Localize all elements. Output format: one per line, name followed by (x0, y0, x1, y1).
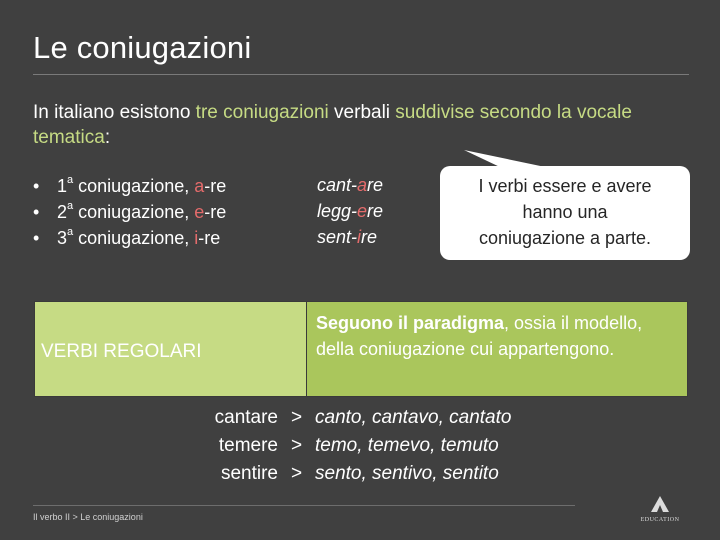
ending-suffix: -re (198, 228, 221, 248)
list-item (33, 173, 226, 199)
ending-suffix: -re (204, 202, 227, 222)
example-row (200, 404, 511, 432)
ordinal-suffix: a (67, 200, 74, 212)
callout-text: e (586, 176, 607, 196)
infinitive: temere (218, 435, 278, 456)
callout-text: I verbi (478, 176, 533, 196)
intro-text-2: verbali (328, 102, 396, 123)
verb-forms: temo, temevo, temuto (315, 435, 499, 456)
panel-description (316, 310, 676, 362)
publisher-logo (636, 496, 684, 522)
verb-forms: sento, sentivo, sentito (315, 463, 499, 484)
list-item (33, 225, 226, 251)
footer-divider (33, 505, 575, 506)
verb-forms: canto, cantavo, cantato (315, 407, 512, 428)
ordinal-suffix: a (67, 174, 74, 186)
regular-verbs-panel (34, 301, 688, 397)
callout-line-2: hanno una (522, 202, 608, 222)
list-item (33, 199, 226, 225)
example-row (200, 432, 511, 460)
callout-line-1 (440, 173, 690, 199)
ordinal-suffix: a (67, 226, 74, 238)
title-divider (33, 74, 689, 75)
verb-stem: cant- (317, 175, 358, 195)
callout-keyword: avere (606, 176, 652, 196)
ordinal-number: 2 (57, 202, 68, 222)
verb-example (317, 224, 383, 250)
slide-title: Le coniugazioni (33, 30, 252, 65)
thematic-vowel: a (357, 175, 368, 195)
list-item-text: coniugazione, (73, 176, 195, 196)
conjugation-list (33, 173, 226, 251)
panel-description-text: , ossia il modello, della coniugazione cui appartengono. (316, 313, 643, 359)
intro-text-1: In italiano esistono (33, 102, 196, 123)
verb-stem: sent- (317, 227, 358, 247)
verb-ending: re (367, 175, 384, 195)
arrow-symbol: > (290, 435, 303, 456)
paradigm-examples (200, 404, 511, 488)
callout-note (440, 166, 690, 260)
infinitive: sentire (220, 463, 278, 484)
arrow-symbol: > (290, 407, 303, 428)
verb-example (317, 172, 383, 198)
infinitive: cantare (214, 407, 278, 428)
ending-suffix: -re (204, 176, 227, 196)
intro-paragraph (33, 100, 683, 150)
example-row (200, 460, 511, 488)
verb-stem: legg- (317, 201, 358, 221)
callout-line-3: coniugazione a parte. (478, 228, 652, 248)
list-item-text: coniugazione, (73, 202, 195, 222)
ordinal-number: 3 (57, 228, 68, 248)
footer-breadcrumb: Il verbo II > Le coniugazioni (33, 512, 143, 522)
panel-description-bold: Seguono il paradigma (316, 313, 505, 333)
intro-text-3: : (104, 127, 111, 148)
thematic-vowel: e (194, 202, 205, 222)
arrow-symbol: > (290, 463, 303, 484)
list-item-text: coniugazione, (73, 228, 195, 248)
thematic-vowel: i (357, 227, 362, 247)
verb-ending: re (361, 227, 378, 247)
panel-label: VERBI REGOLARI (41, 341, 202, 362)
intro-highlight-2: suddivise secondo la vocale tematica (33, 102, 632, 148)
intro-highlight-1: tre coniugazioni (195, 102, 329, 123)
thematic-vowel: a (194, 176, 205, 196)
logo-text: EDUCATION (640, 517, 680, 523)
callout-keyword: essere (532, 176, 587, 196)
verb-example (317, 198, 383, 224)
panel-label-cell (35, 302, 307, 396)
thematic-vowel: e (357, 201, 368, 221)
ordinal-number: 1 (57, 176, 68, 196)
thematic-vowel: i (194, 228, 199, 248)
verb-ending: re (367, 201, 384, 221)
example-infinitives (317, 172, 383, 250)
publisher-logo-icon (650, 496, 670, 512)
